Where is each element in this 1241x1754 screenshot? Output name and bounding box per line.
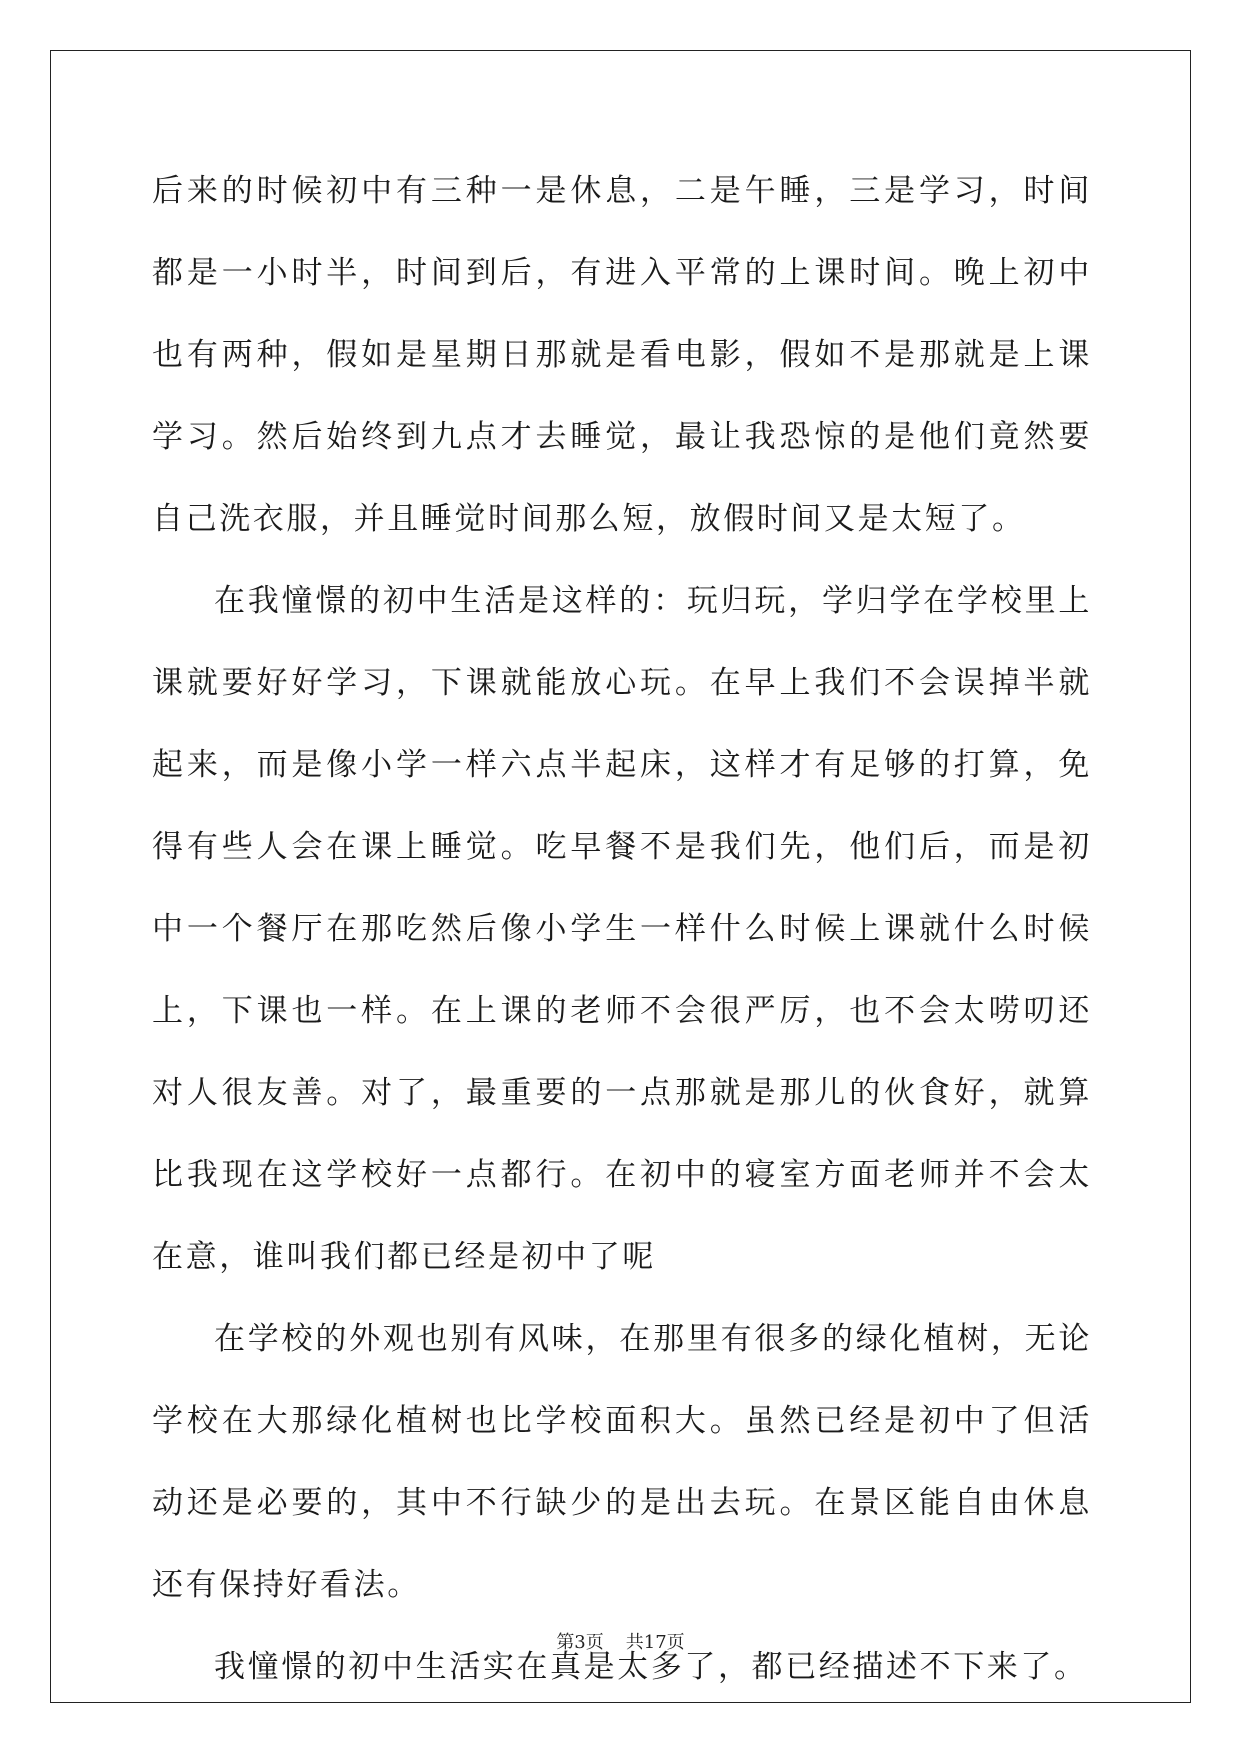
paragraph-2: 在我憧憬的初中生活是这样的：玩归玩，学归学在学校里上课就要好好学习，下课就能放心玩。在早上我们不会误掉半就起来，而是像小学一样六点半起床，这样才有足够的打算，免得有些人会在课上睡觉。吃早餐不是我们先，他们后，而是初中一个餐厅在那吃然后像小学生一样什么时候上课就什么时候上，下课也一样。在上课的老师不会很严厉，也不会太唠叨还对人很友善。对了，最重要的一点那就是那儿的伙食好，就算比我现在这学校好一点都行。在初中的寝室方面老师并不会太在意，谁叫我们都已经是初中了呢 bbox=[152, 583, 1092, 1275]
paragraph-4: 我憧憬的初中生活实在真是太多了，都已经描述不下来了。 bbox=[214, 1649, 1088, 1685]
page-footer bbox=[0, 1628, 1241, 1654]
paragraph-3: 在学校的外观也别有风味，在那里有很多的绿化植树，无论学校在大那绿化植树也比学校面积大。虽然已经是初中了但活动还是必要的，其中不行缺少的是出去玩。在景区能自由休息还有保持好看法。 bbox=[152, 1321, 1092, 1603]
paragraph-1: 后来的时候初中有三种一是休息，二是午睡，三是学习，时间都是一小时半，时间到后，有进入平常的上课时间。晚上初中也有两种，假如是星期日那就是看电影，假如不是那就是上课学习。然后始终到九点才去睡觉，最让我恐惊的是他们竟然要自己洗衣服，并且睡觉时间那么短，放假时间又是太短了。 bbox=[152, 173, 1092, 537]
page-total: 共17页 bbox=[625, 1632, 685, 1653]
document-body bbox=[152, 150, 1092, 1708]
page-number: 第3页 bbox=[556, 1632, 604, 1653]
